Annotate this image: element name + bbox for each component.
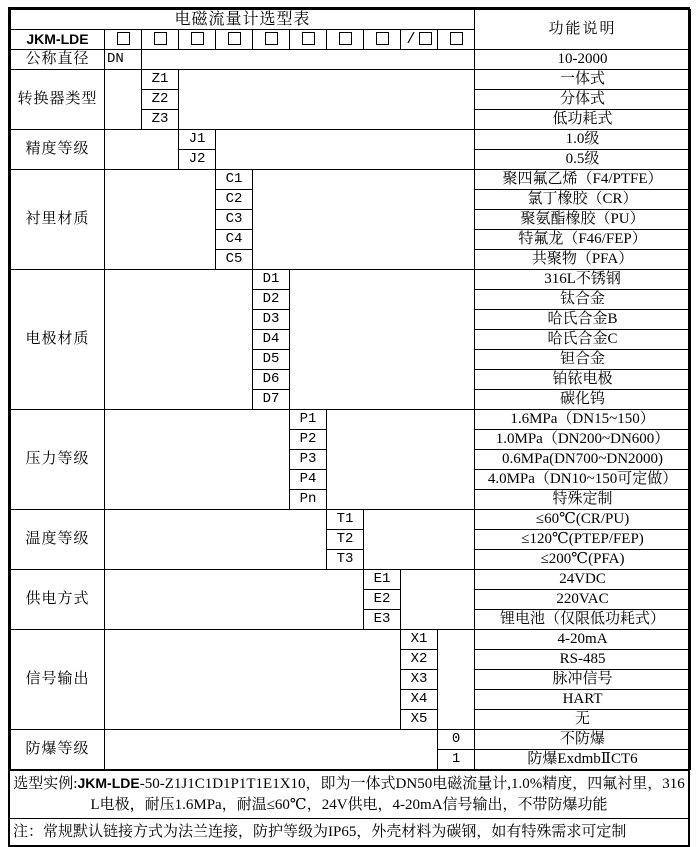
desc-cell: 316L不锈钢 [475,270,691,290]
desc-cell: 聚氨酯橡胶（PU） [475,210,691,230]
code-cell: D4 [253,330,290,350]
desc-cell: 不防爆 [475,730,691,750]
function-header: 功能说明 [475,10,691,50]
code-cell: P4 [290,470,327,490]
code-cell: 1 [438,750,475,770]
desc-cell: 10-2000 [475,50,691,70]
desc-cell: 24VDC [475,570,691,590]
spec-table [10,9,691,770]
section-label: 衬里材质 [11,170,105,270]
title-row [11,10,691,30]
model-checkbox-cell [327,30,364,50]
empty-cell [105,510,327,570]
model-checkbox-cell [401,30,438,50]
code-cell: T1 [327,510,364,530]
desc-cell: 1.0MPa（DN200~DN600） [475,430,691,450]
code-cell: E3 [364,610,401,630]
remark-note: 注：常规默认链接方式为法兰连接，防护等级为IP65，外壳材料为碳钢，如有特殊需求可定制 [10,818,688,845]
model-checkbox-cell [290,30,327,50]
selection-example-note [10,770,688,818]
checkbox[interactable] [154,32,167,45]
empty-cell [105,130,179,170]
model-checkbox-cell [179,30,216,50]
page-title: 电磁流量计选型表 [11,10,475,30]
desc-cell: 聚四氟乙烯（F4/PTFE） [475,170,691,190]
section-label: 转换器类型 [11,70,105,130]
spec-table-body [11,10,691,770]
code-cell: E2 [364,590,401,610]
empty-cell [105,730,438,770]
desc-cell: 脉冲信号 [475,670,691,690]
spec-row [11,170,691,190]
code-cell: E1 [364,570,401,590]
empty-cell [105,170,216,270]
checkbox[interactable] [376,32,389,45]
empty-cell [105,270,253,410]
spec-row [11,50,691,70]
checkbox[interactable] [117,32,130,45]
slash-separator: / [406,31,416,48]
example-label: 选型实例: [13,776,78,792]
code-cell: D6 [253,370,290,390]
code-cell: DN [105,50,142,70]
empty-cell [105,410,290,510]
model-prefix: JKM-LDE [11,30,105,50]
code-cell: D3 [253,310,290,330]
spec-row [11,730,691,750]
code-cell: J1 [179,130,216,150]
checkbox[interactable] [450,32,463,45]
desc-cell: ≤120℃(PTEP/FEP) [475,530,691,550]
desc-cell: ≤60℃(CR/PU) [475,510,691,530]
desc-cell: 分体式 [475,90,691,110]
checkbox[interactable] [302,32,315,45]
empty-cell [142,50,475,70]
desc-cell: HART [475,690,691,710]
code-cell: C2 [216,190,253,210]
spec-row [11,570,691,590]
desc-cell: 1.0级 [475,130,691,150]
empty-cell [179,70,475,130]
empty-cell [253,170,475,270]
empty-cell [105,70,142,130]
section-label: 电极材质 [11,270,105,410]
empty-cell [290,270,475,410]
code-cell: Z3 [142,110,179,130]
code-cell: D7 [253,390,290,410]
code-cell: C1 [216,170,253,190]
desc-cell: 一体式 [475,70,691,90]
code-cell: D1 [253,270,290,290]
code-cell: X3 [401,670,438,690]
empty-cell [216,130,475,170]
desc-cell: 1.6MPa（DN15~150） [475,410,691,430]
code-cell: P3 [290,450,327,470]
section-label: 防爆等级 [11,730,105,770]
desc-cell: 锂电池（仅限低功耗式） [475,610,691,630]
empty-cell [105,570,364,630]
code-cell: Z1 [142,70,179,90]
desc-cell: 哈氏合金C [475,330,691,350]
desc-cell: 哈氏合金B [475,310,691,330]
empty-cell [364,510,475,570]
model-checkbox-cell [438,30,475,50]
code-cell: C5 [216,250,253,270]
desc-cell: 0.6MPa(DN700~DN2000) [475,450,691,470]
example-model: JKM-LDE [77,775,140,791]
section-label: 温度等级 [11,510,105,570]
desc-cell: 氯丁橡胶（CR） [475,190,691,210]
desc-cell: 0.5级 [475,150,691,170]
desc-cell: 220VAC [475,590,691,610]
code-cell: P1 [290,410,327,430]
desc-cell: 钛合金 [475,290,691,310]
desc-cell: 共聚物（PFA） [475,250,691,270]
desc-cell: 无 [475,710,691,730]
spec-row [11,510,691,530]
section-label: 压力等级 [11,410,105,510]
desc-cell: 铂铱电极 [475,370,691,390]
model-checkbox-cell [253,30,290,50]
empty-cell [438,630,475,730]
desc-cell: 特殊定制 [475,490,691,510]
selection-sheet [8,7,690,847]
desc-cell: 4-20mA [475,630,691,650]
code-cell: Z2 [142,90,179,110]
code-cell: Pn [290,490,327,510]
spec-row [11,630,691,650]
section-label: 公称直径 [11,50,105,70]
checkbox[interactable] [265,32,278,45]
code-cell: T2 [327,530,364,550]
desc-cell: RS-485 [475,650,691,670]
empty-cell [401,570,475,630]
checkbox[interactable] [191,32,204,45]
code-cell: C4 [216,230,253,250]
checkbox[interactable] [339,32,352,45]
desc-cell: 碳化钨 [475,390,691,410]
model-checkbox-cell [364,30,401,50]
empty-cell [105,630,401,730]
desc-cell: 特氟龙（F46/FEP） [475,230,691,250]
empty-cell [327,410,475,510]
spec-row [11,270,691,290]
section-label: 信号输出 [11,630,105,730]
model-checkbox-cell [105,30,142,50]
code-cell: T3 [327,550,364,570]
code-cell: C3 [216,210,253,230]
model-checkbox-cell [216,30,253,50]
desc-cell: 防爆ExdmbⅡCT6 [475,750,691,770]
desc-cell: 4.0MPa（DN10~150可定做） [475,470,691,490]
code-cell: X2 [401,650,438,670]
spec-row [11,70,691,90]
code-cell: J2 [179,150,216,170]
section-label: 精度等级 [11,130,105,170]
code-cell: D2 [253,290,290,310]
section-label: 供电方式 [11,570,105,630]
checkbox[interactable] [419,32,432,45]
spec-row [11,130,691,150]
code-cell: D5 [253,350,290,370]
desc-cell: ≤200℃(PFA) [475,550,691,570]
code-cell: X4 [401,690,438,710]
desc-cell: 钽合金 [475,350,691,370]
desc-cell: 低功耗式 [475,110,691,130]
spec-row [11,410,691,430]
code-cell: X1 [401,630,438,650]
code-cell: 0 [438,730,475,750]
code-cell: P2 [290,430,327,450]
checkbox[interactable] [228,32,241,45]
code-cell: X5 [401,710,438,730]
example-text: -50-Z1J1C1D1P1T1E1X10，即为一体式DN50电磁流量计,1.0%精度，四氟衬里，316L电极，耐压1.6MPa，耐温≤60℃，24V供电，4-20mA信号输出，不带防爆功能 [90,776,685,813]
model-checkbox-cell [142,30,179,50]
